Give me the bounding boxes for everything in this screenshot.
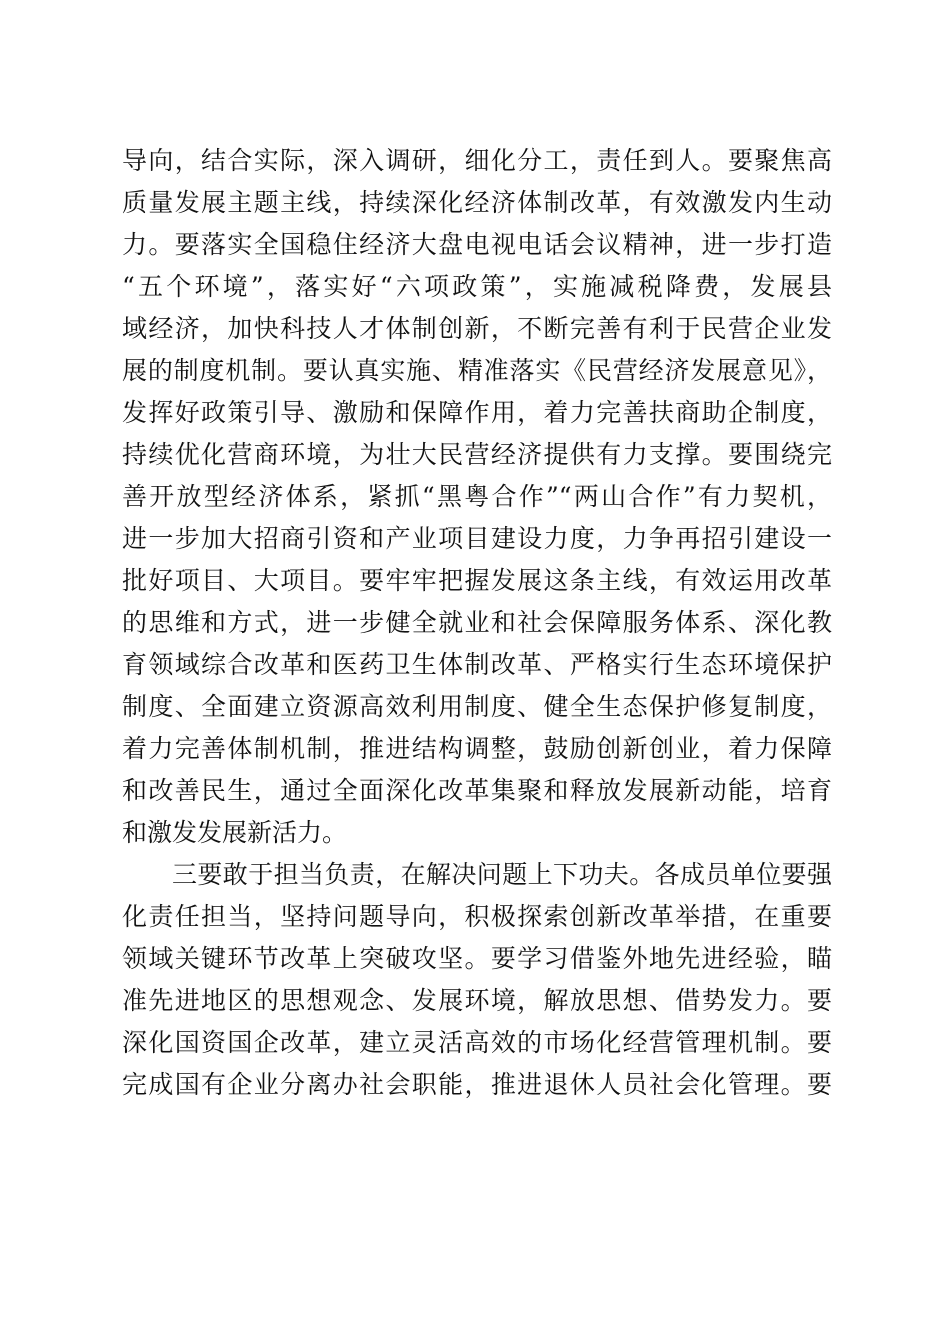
- text-line: 展的制度机制。要认真实施、精准落实《民营经济发展意见》，: [122, 356, 832, 385]
- text-line: 化责任担当，坚持问题导向，积极探索创新改革举措，在重要: [122, 902, 832, 931]
- paragraph-2: [122, 854, 832, 1106]
- document-body: [122, 140, 832, 1106]
- text-line: 的思维和方式，进一步健全就业和社会保障服务体系、深化教: [122, 608, 832, 637]
- text-line: 导向，结合实际，深入调研，细化分工，责任到人。要聚焦高: [122, 146, 832, 175]
- text-line: 三要敢于担当负责，在解决问题上下功夫。各成员单位要强: [172, 860, 832, 889]
- paragraph-1: [122, 140, 832, 854]
- text-line: 域经济，加快科技人才体制创新，不断完善有利于民营企业发: [122, 314, 832, 343]
- text-line: 育领域综合改革和医药卫生体制改革、严格实行生态环境保护: [122, 650, 832, 679]
- text-line: 制度、全面建立资源高效利用制度、健全生态保护修复制度，: [122, 692, 832, 721]
- text-line: 和改善民生，通过全面深化改革集聚和释放发展新动能，培育: [122, 776, 832, 805]
- text-line: 持续优化营商环境，为壮大民营经济提供有力支撑。要围绕完: [122, 440, 832, 469]
- text-line: 领域关键环节改革上突破攻坚。要学习借鉴外地先进经验，瞄: [122, 944, 832, 973]
- text-line: 着力完善体制机制，推进结构调整，鼓励创新创业，着力保障: [122, 734, 832, 763]
- text-line: 和激发发展新活力。: [122, 818, 348, 847]
- text-line: 发挥好政策引导、激励和保障作用，着力完善扶商助企制度，: [122, 398, 832, 427]
- text-line: 善开放型经济体系，紧抓“黑粤合作”“两山合作”有力契机，: [122, 482, 832, 511]
- text-line: “五个环境”，落实好“六项政策”，实施减税降费，发展县: [122, 272, 832, 301]
- text-line: 准先进地区的思想观念、发展环境，解放思想、借势发力。要: [122, 986, 832, 1015]
- text-line: 完成国有企业分离办社会职能，推进退休人员社会化管理。要: [122, 1070, 832, 1099]
- text-line: 进一步加大招商引资和产业项目建设力度，力争再招引建设一: [122, 524, 832, 553]
- text-line: 质量发展主题主线，持续深化经济体制改革，有效激发内生动: [122, 188, 832, 217]
- text-line: 深化国资国企改革，建立灵活高效的市场化经营管理机制。要: [122, 1028, 832, 1057]
- text-line: 批好项目、大项目。要牢牢把握发展这条主线，有效运用改革: [122, 566, 832, 595]
- text-line: 力。要落实全国稳住经济大盘电视电话会议精神，进一步打造: [122, 230, 832, 259]
